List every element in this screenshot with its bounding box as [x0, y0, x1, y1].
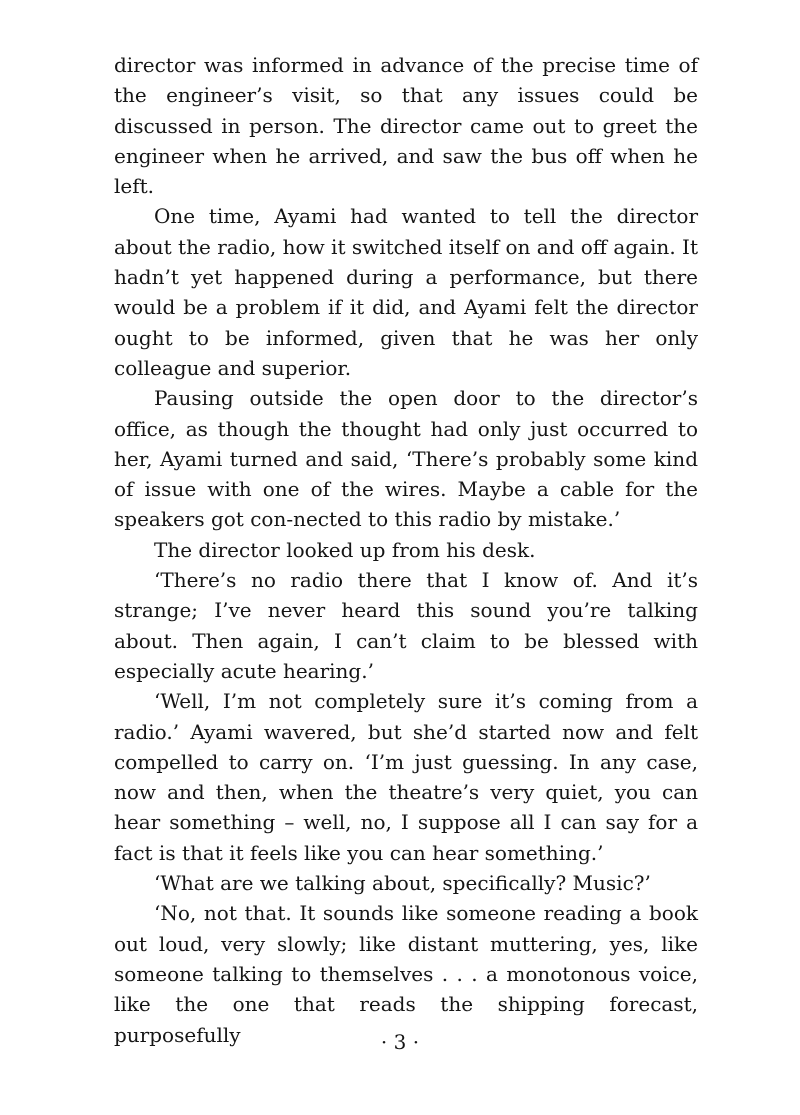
paragraph-3: Pausing outside the open door to the director’s office, as though the thought had only just occurred to her, Ayami turned and said, ‘There’s probably some kind of issue with one of the wires. Maybe a cable for the speakers got con-nected to this radio by mistake.’ — [114, 386, 698, 532]
body-text — [114, 50, 698, 1050]
paragraph-1: director was informed in advance of the precise time of the engineer’s visit, so that any issues could be discussed in person. The director came out to greet the engineer when he arrived, and saw the bus off when he left. — [114, 53, 698, 199]
paragraph-7: ‘What are we talking about, specifically? Music?’ — [154, 871, 651, 896]
paragraph-4: The director looked up from his desk. — [154, 537, 536, 562]
paragraph-2: One time, Ayami had wanted to tell the director about the radio, how it switched itself on and off again. It hadn’t yet happened during a performance, but there would be a problem if it did, and Ayami felt the director ought to be informed, given that he was her only colleague and superior. — [114, 204, 698, 380]
paragraph-6: ‘Well, I’m not completely sure it’s coming from a radio.’ Ayami wavered, but she’d started now and felt compelled to carry on. ‘I’m just guessing. In any case, now and then, when the theatre’s very quiet, you can hear something – well, no, I suppose all I can say for a fact is that it feels like you can hear something.’ — [114, 689, 698, 865]
page-number: · 3 · — [380, 1030, 420, 1054]
paragraph-8: ‘No, not that. It sounds like someone reading a book out loud, very slowly; like distant muttering, yes, like someone talking to themselves . . . a monotonous voice, like the one that reads the shipping forecast, purposefully — [114, 901, 698, 1047]
paragraph-5: ‘There’s no radio there that I know of. And it’s strange; I’ve never heard this sound you’re talking about. Then again, I can’t claim to be blessed with especially acute hearing.’ — [114, 568, 698, 683]
